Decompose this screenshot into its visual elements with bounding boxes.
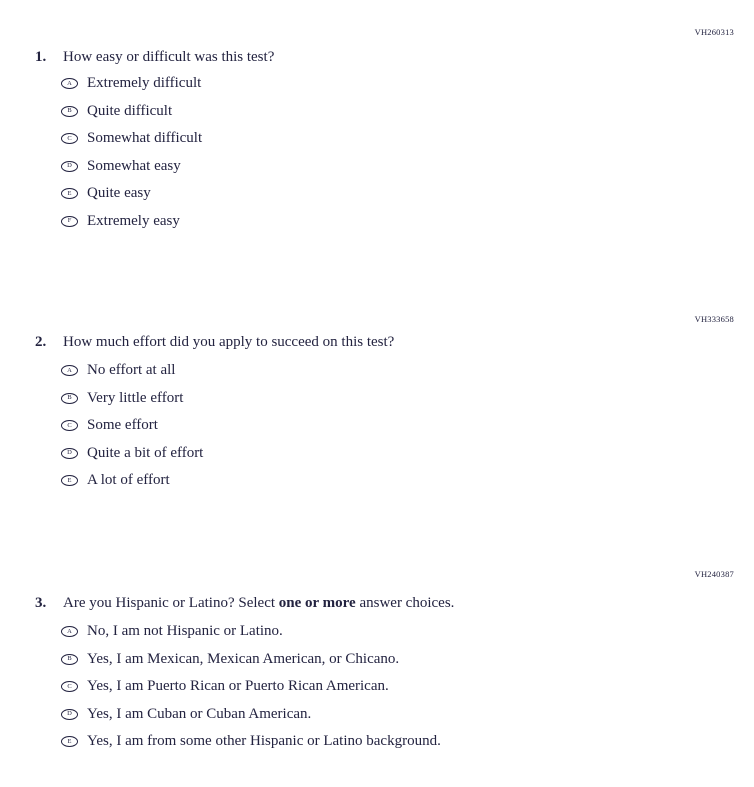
answer-option-row[interactable] (0, 728, 754, 756)
answer-option-row[interactable] (0, 440, 754, 468)
answer-bubble-b-icon[interactable]: B (61, 393, 78, 404)
answer-option-row[interactable] (0, 208, 754, 236)
answer-bubble-d-icon[interactable]: D (61, 448, 78, 459)
question-text-part: answer choices. (355, 595, 455, 611)
answer-bubble-a-icon[interactable]: A (61, 365, 78, 376)
answer-option-row[interactable] (0, 467, 754, 495)
answer-option-label: A lot of effort (87, 472, 170, 489)
answer-option-row[interactable] (0, 412, 754, 440)
question-block (0, 314, 754, 495)
answer-option-label: No effort at all (87, 362, 176, 379)
answer-options-list (0, 70, 754, 235)
answer-bubble-e-icon[interactable]: E (61, 736, 78, 747)
answer-option-label: Yes, I am from some other Hispanic or Latino background. (87, 733, 441, 750)
answer-option-row[interactable] (0, 98, 754, 126)
question-line (0, 48, 754, 67)
answer-bubble-c-icon[interactable]: C (61, 681, 78, 692)
answer-bubble-d-icon[interactable]: D (61, 161, 78, 172)
answer-option-label: Quite difficult (87, 102, 173, 119)
question-block (0, 27, 754, 235)
answer-bubble-d-icon[interactable]: D (61, 709, 78, 720)
answer-bubble-a-icon[interactable]: A (61, 626, 78, 637)
answer-option-row[interactable] (0, 646, 754, 674)
question-item-code: VH260313 (694, 27, 734, 37)
answer-option-label: Somewhat easy (87, 157, 181, 174)
question-line (0, 594, 754, 613)
answer-option-row[interactable] (0, 385, 754, 413)
answer-option-row[interactable] (0, 357, 754, 385)
answer-option-row[interactable] (0, 673, 754, 701)
answer-option-label: Yes, I am Mexican, Mexican American, or Chicano. (87, 650, 400, 667)
answer-bubble-c-icon[interactable]: C (61, 420, 78, 431)
answer-bubble-c-icon[interactable]: C (61, 133, 78, 144)
answer-bubble-f-icon[interactable]: F (61, 216, 78, 227)
answer-option-row[interactable] (0, 125, 754, 153)
answer-option-row[interactable] (0, 153, 754, 181)
question-item-code: VH333658 (694, 314, 734, 324)
question-text-part: Are you Hispanic or Latino? Select (63, 595, 279, 611)
answer-option-label: Yes, I am Cuban or Cuban American. (87, 705, 312, 722)
question-number: 1. (35, 49, 47, 65)
answer-bubble-e-icon[interactable]: E (61, 475, 78, 486)
answer-option-label: Quite a bit of effort (87, 444, 204, 461)
answer-options-list (0, 357, 754, 495)
question-text (63, 594, 454, 613)
question-text (63, 48, 274, 67)
question-text-part: How much effort did you apply to succeed on this test? (63, 334, 395, 350)
answer-option-row[interactable] (0, 180, 754, 208)
answer-bubble-a-icon[interactable]: A (61, 78, 78, 89)
question-line (0, 333, 754, 352)
question-text-part: How easy or difficult was this test? (63, 49, 275, 65)
answer-option-label: Extremely easy (87, 212, 180, 229)
answer-option-label: Yes, I am Puerto Rican or Puerto Rican American. (87, 678, 389, 695)
answer-option-label: Quite easy (87, 185, 151, 202)
answer-bubble-b-icon[interactable]: B (61, 654, 78, 665)
answer-option-label: Very little effort (87, 389, 184, 406)
question-block (0, 569, 754, 756)
answer-option-label: No, I am not Hispanic or Latino. (87, 623, 283, 640)
answer-option-label: Extremely difficult (87, 75, 202, 92)
answer-bubble-e-icon[interactable]: E (61, 188, 78, 199)
question-number: 3. (35, 595, 47, 611)
answer-option-label: Some effort (87, 417, 158, 434)
answer-bubble-b-icon[interactable]: B (61, 106, 78, 117)
question-text-bold-part: one or more (278, 595, 356, 611)
answer-options-list (0, 618, 754, 756)
answer-option-label: Somewhat difficult (87, 130, 203, 147)
question-item-code: VH240387 (694, 569, 734, 579)
answer-option-row[interactable] (0, 701, 754, 729)
question-number: 2. (35, 334, 47, 350)
answer-option-row[interactable] (0, 70, 754, 98)
question-text (63, 333, 394, 352)
answer-option-row[interactable] (0, 618, 754, 646)
